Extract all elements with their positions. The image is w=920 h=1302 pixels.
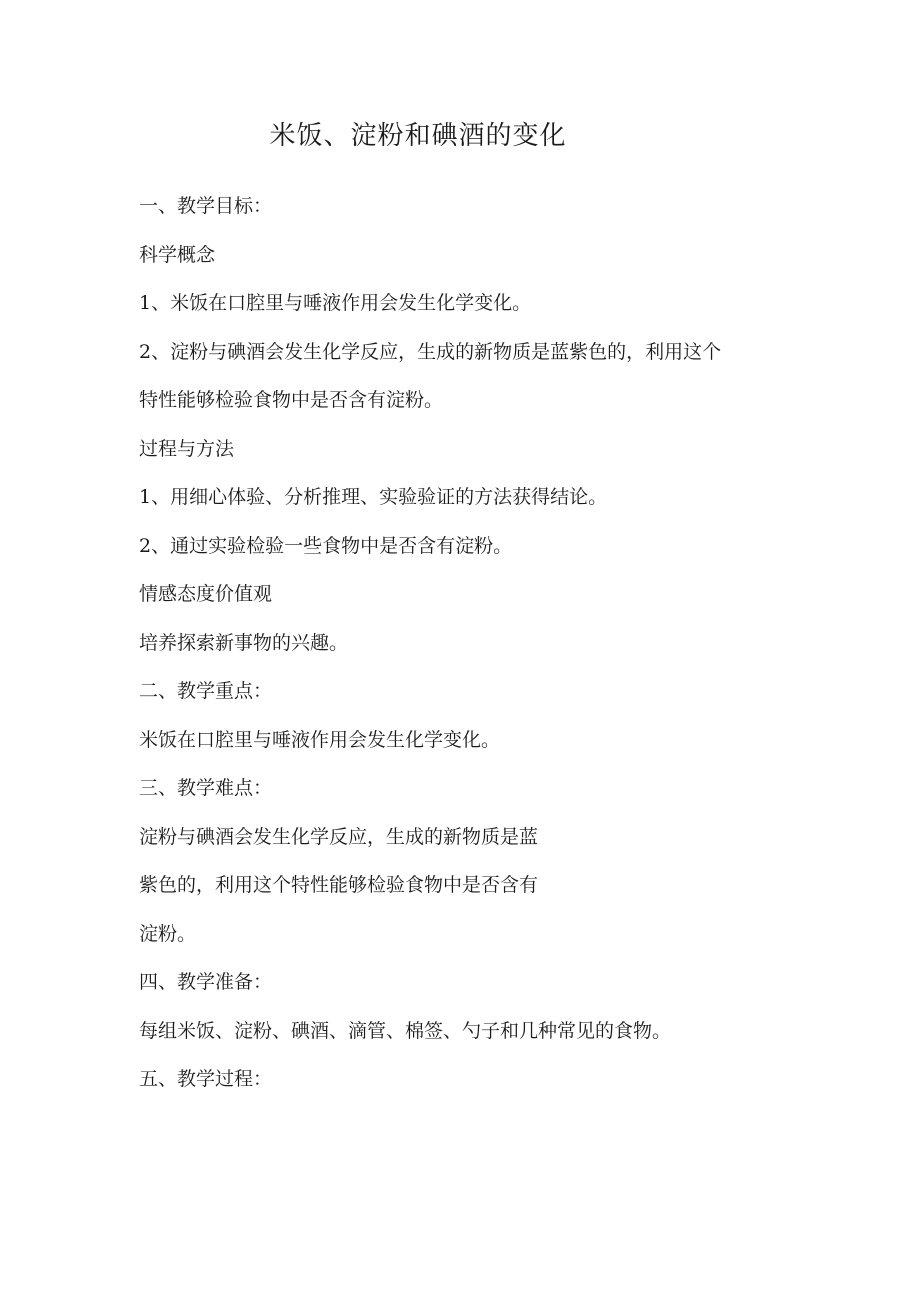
subheading-attitude-values: 情感态度价值观 <box>139 583 273 605</box>
paragraph-line: 1、用细心体验、分析推理、实验验证的方法获得结论。 <box>139 486 608 508</box>
paragraph-line: 2、通过实验检验一些食物中是否含有淀粉。 <box>139 534 513 557</box>
paragraph-line: 1、米饭在口腔里与唾液作用会发生化学变化。 <box>139 292 532 314</box>
paragraph-line: 每组米饭、淀粉、碘酒、滴管、棉签、勺子和几种常见的食物。 <box>139 1019 672 1042</box>
section-heading-key-points: 二、教学重点： <box>139 680 273 702</box>
section-heading-preparation: 四、教学准备： <box>139 971 273 993</box>
paragraph-line: 淀粉。 <box>139 922 197 945</box>
paragraph-line: 淀粉与碘酒会发生化学反应，生成的新物质是蓝 <box>139 825 539 848</box>
subheading-science-concepts: 科学概念 <box>139 243 216 266</box>
document-title: 米饭、淀粉和碘酒的变化 <box>269 121 567 151</box>
paragraph-line: 紫色的，利用这个特性能够检验食物中是否含有 <box>139 874 539 896</box>
section-heading-difficulties: 三、教学难点： <box>139 777 273 799</box>
subheading-process-methods: 过程与方法 <box>139 437 235 460</box>
paragraph-line: 2、淀粉与碘酒会发生化学反应，生成的新物质是蓝紫色的，利用这个 <box>139 340 722 363</box>
paragraph-line: 特性能够检验食物中是否含有淀粉。 <box>139 389 444 411</box>
paragraph-line: 米饭在口腔里与唾液作用会发生化学变化。 <box>139 728 501 751</box>
section-heading-process: 五、教学过程： <box>139 1068 273 1090</box>
section-heading-objectives: 一、教学目标： <box>139 195 273 217</box>
document-body <box>139 182 819 1104</box>
paragraph-line: 培养探索新事物的兴趣。 <box>139 631 349 654</box>
